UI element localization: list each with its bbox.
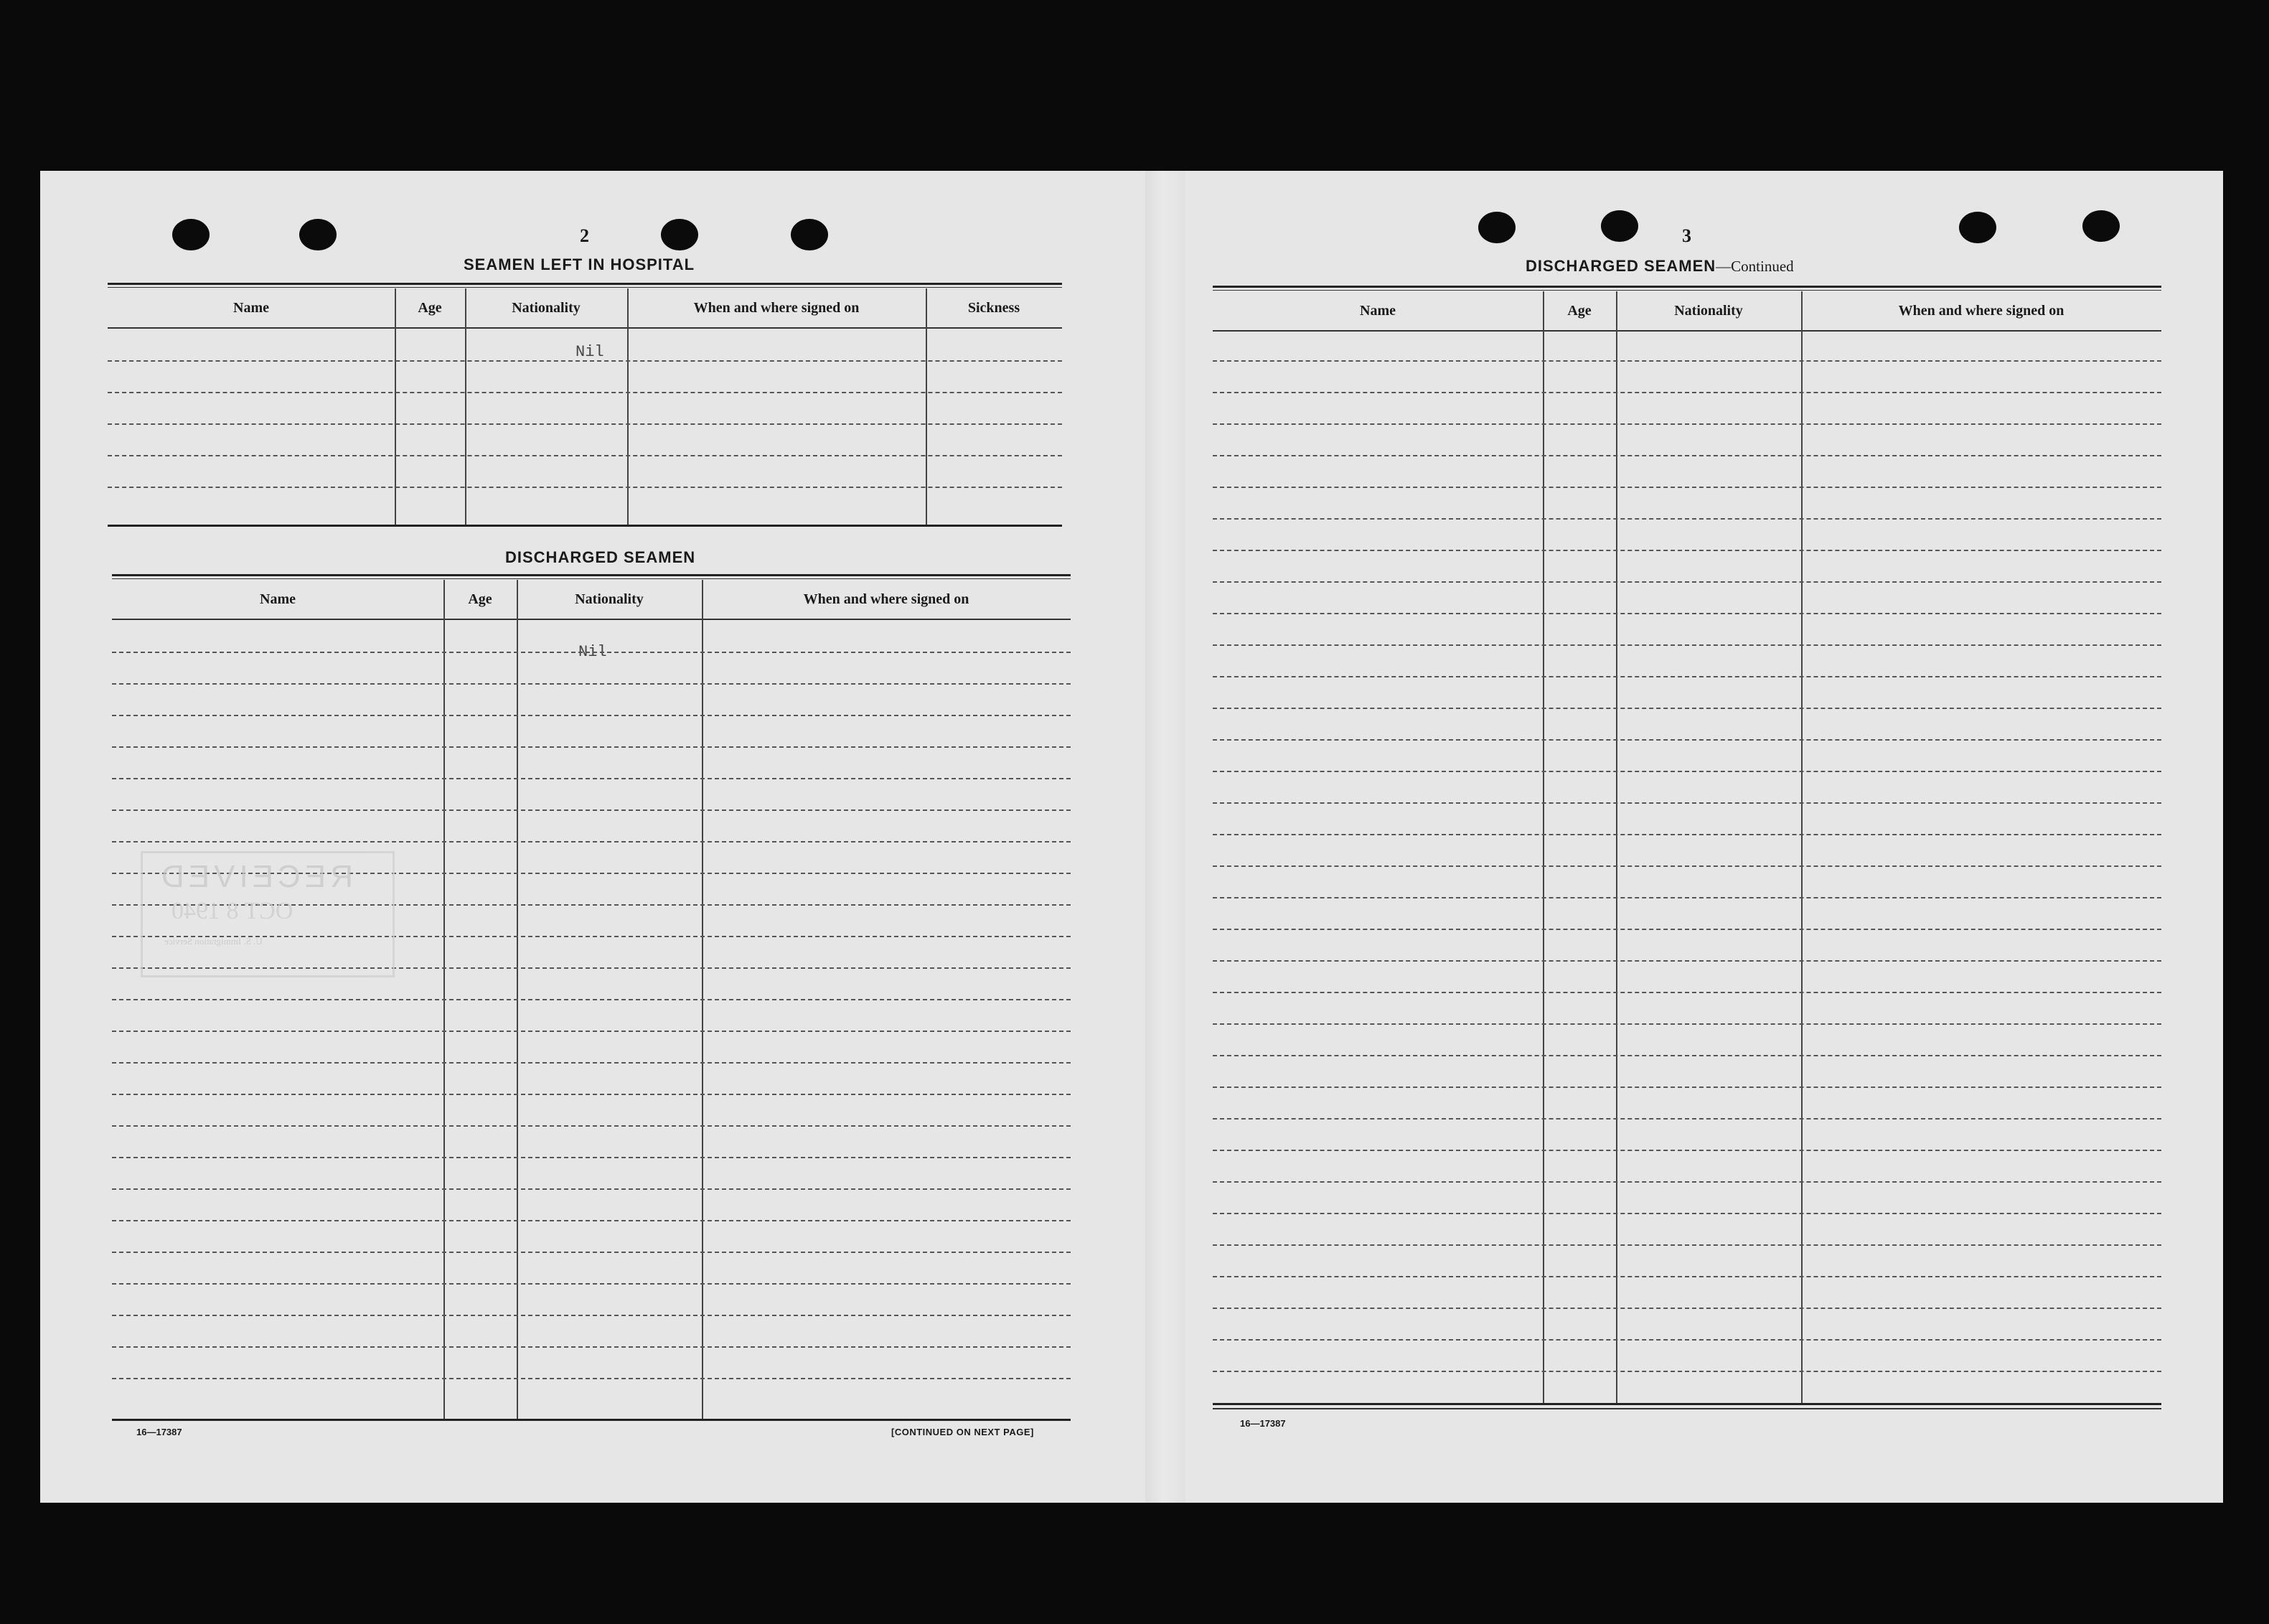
table-row [1213, 708, 2161, 709]
table-row [112, 1252, 1071, 1253]
page-number: 2 [580, 225, 589, 246]
table-row [112, 1378, 1071, 1379]
table-row [1213, 1308, 2161, 1309]
page-gutter [1145, 171, 1185, 1503]
col-header-signed-on: When and where signed on [693, 299, 860, 316]
table-header [112, 580, 1071, 619]
stamp-date: OCT 8 1940 [172, 898, 293, 924]
col-header-age: Age [468, 591, 492, 607]
form-number: 16—17387 [1240, 1418, 1286, 1429]
table-row [1213, 487, 2161, 488]
col-header-nationality: Nationality [1674, 302, 1743, 319]
table-row [112, 841, 1071, 842]
stamp-note: U. S. Immigration Service [164, 936, 263, 947]
table-row [112, 1346, 1071, 1348]
section-title-discharged-continued [1526, 257, 1794, 276]
punch-hole [1959, 212, 1996, 243]
table-row [1213, 644, 2161, 646]
table-row [1213, 581, 2161, 583]
table-row [1213, 1371, 2161, 1372]
table-row [1213, 1086, 2161, 1088]
stamp-word: RECEIVED [157, 859, 353, 894]
table-row [1213, 455, 2161, 456]
col-header-signed-on: When and where signed on [1898, 302, 2064, 319]
table-row [108, 455, 1062, 456]
col-header-name: Name [233, 299, 269, 316]
discharged-table [112, 574, 1071, 1421]
col-header-nationality: Nationality [575, 591, 644, 607]
table-row [112, 1157, 1071, 1158]
document-sheet [40, 171, 2223, 1503]
table-row [1213, 518, 2161, 520]
table-row [1213, 1150, 2161, 1151]
table-row [1213, 1055, 2161, 1056]
punch-hole [2082, 210, 2120, 242]
table-row [1213, 929, 2161, 930]
table-row [1213, 865, 2161, 867]
table-row [112, 1062, 1071, 1064]
table-row [112, 746, 1071, 748]
table-row [1213, 739, 2161, 741]
form-number: 16—17387 [136, 1427, 182, 1437]
punch-hole [791, 219, 828, 250]
hospital-table [108, 283, 1062, 527]
table-row [108, 487, 1062, 488]
table-row [1213, 360, 2161, 362]
table-row [1213, 1023, 2161, 1025]
punch-hole [172, 219, 210, 250]
col-header-age: Age [418, 299, 442, 316]
table-row [112, 1094, 1071, 1095]
table-row [1213, 676, 2161, 677]
col-header-nationality: Nationality [512, 299, 581, 316]
table-header [1213, 291, 2161, 330]
section-title-hospital: SEAMEN LEFT IN HOSPITAL [464, 255, 695, 273]
table-row [112, 999, 1071, 1000]
table-row [1213, 1339, 2161, 1341]
nil-entry: Nil [576, 343, 604, 361]
table-row [112, 715, 1071, 716]
table-row [112, 683, 1071, 685]
title-main: DISCHARGED SEAMEN [1526, 257, 1716, 275]
table-row [1213, 1276, 2161, 1277]
table-row [1213, 802, 2161, 804]
table-row [1213, 1213, 2161, 1214]
col-header-sickness: Sickness [967, 299, 1020, 316]
table-header [108, 288, 1062, 327]
col-header-age: Age [1567, 302, 1592, 319]
table-row [112, 1125, 1071, 1127]
table-row [1213, 960, 2161, 962]
table-row [1213, 771, 2161, 772]
table-row [112, 1188, 1071, 1190]
table-row [1213, 423, 2161, 425]
punch-hole [1601, 210, 1638, 242]
punch-hole [1478, 212, 1516, 243]
title-suffix: —Continued [1716, 258, 1794, 275]
table-row [108, 392, 1062, 393]
nil-entry: Nil [578, 643, 607, 661]
col-header-name: Name [260, 591, 296, 607]
discharged-continued-table [1213, 286, 2161, 1405]
table-row [1213, 392, 2161, 393]
table-row [112, 778, 1071, 779]
col-header-name: Name [1360, 302, 1396, 319]
table-row [112, 1283, 1071, 1285]
table-row [1213, 1181, 2161, 1183]
table-row [1213, 1244, 2161, 1246]
continued-note: [CONTINUED ON NEXT PAGE] [891, 1427, 1034, 1437]
table-row [112, 1315, 1071, 1316]
punch-hole [299, 219, 337, 250]
table-row [112, 1031, 1071, 1032]
table-row [1213, 1118, 2161, 1120]
table-row [1213, 613, 2161, 614]
table-row [112, 652, 1071, 653]
table-row [112, 809, 1071, 811]
section-title-discharged: DISCHARGED SEAMEN [505, 548, 696, 566]
table-row [1213, 834, 2161, 835]
page-number: 3 [1682, 225, 1691, 246]
table-row [112, 1220, 1071, 1221]
table-row [1213, 992, 2161, 993]
received-stamp [141, 851, 395, 977]
table-row [108, 423, 1062, 425]
col-header-signed-on: When and where signed on [803, 591, 969, 607]
punch-hole [661, 219, 698, 250]
table-row [1213, 897, 2161, 898]
table-row [1213, 550, 2161, 551]
